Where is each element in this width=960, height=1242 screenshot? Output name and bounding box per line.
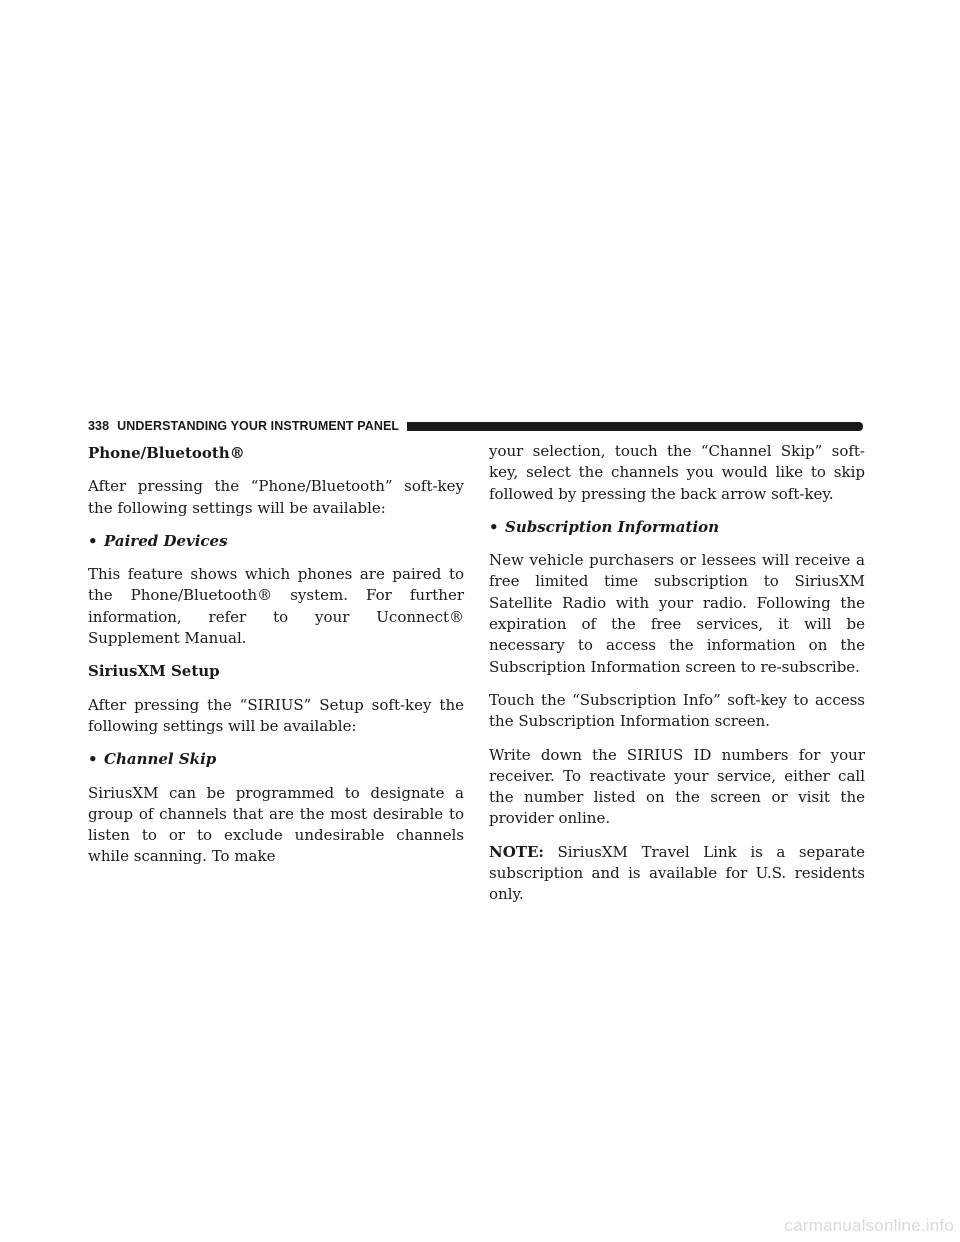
right-column xyxy=(489,441,865,918)
channel-skip-bullet xyxy=(88,749,464,770)
paired-devices-bullet xyxy=(88,531,464,552)
section-title: UNDERSTANDING YOUR INSTRUMENT PANEL xyxy=(117,419,400,433)
touch-subscription-text: Touch the “Subscription Info” soft-key to access the Subscription Information screen. xyxy=(489,690,865,731)
subscription-info-bullet xyxy=(489,517,865,538)
bullet-icon: • xyxy=(88,531,98,550)
note-label: NOTE: xyxy=(489,842,544,861)
note-text: SiriusXM Travel Link is a separate subscription and is available for U.S. residents only. xyxy=(489,842,865,904)
bullet-icon: • xyxy=(489,517,499,536)
subscription-info-label: Subscription Information xyxy=(505,517,720,536)
page-header xyxy=(88,418,863,434)
page-number: 338 xyxy=(88,419,110,433)
watermark-text: carmanualsonline.info xyxy=(784,1216,954,1235)
note-paragraph xyxy=(489,842,865,906)
phone-bluetooth-intro: After pressing the “Phone/Bluetooth” soft-key the following settings will be available: xyxy=(88,477,464,517)
subscription-info-text: New vehicle purchasers or lessees will receive a free limited time subscription to SiriusXM Satellite Radio with your radio. Following the expiration of the free services, it will be necessary to access the information on the Subscription Information screen to re-subscribe. xyxy=(489,551,865,676)
write-down-id-text: Write down the SIRIUS ID numbers for your receiver. To reactivate your service, either call the number listed on the screen or visit the provider online. xyxy=(489,745,865,828)
channel-skip-text: SiriusXM can be programmed to designate a group of channels that are the most desirable to listen to or to exclude undesirable channels while scanning. To make xyxy=(88,783,464,866)
phone-bluetooth-heading: Phone/Bluetooth® xyxy=(88,444,245,462)
paired-devices-label: Paired Devices xyxy=(104,531,228,550)
siriusxm-setup-intro: After pressing the “SIRIUS” Setup soft-key the following settings will be available: xyxy=(88,695,464,735)
channel-skip-continued: your selection, touch the “Channel Skip” soft-key, select the channels you would like to skip followed by pressing the back arrow soft-key. xyxy=(489,442,865,503)
paired-devices-text: This feature shows which phones are paired to the Phone/Bluetooth® system. For further information, refer to your Uconnect® Supplement Manual. xyxy=(88,565,464,648)
header-rule xyxy=(407,422,863,431)
left-column xyxy=(88,443,464,880)
bullet-icon: • xyxy=(88,750,98,769)
channel-skip-label: Channel Skip xyxy=(104,750,217,769)
siriusxm-setup-heading: SiriusXM Setup xyxy=(88,662,220,681)
